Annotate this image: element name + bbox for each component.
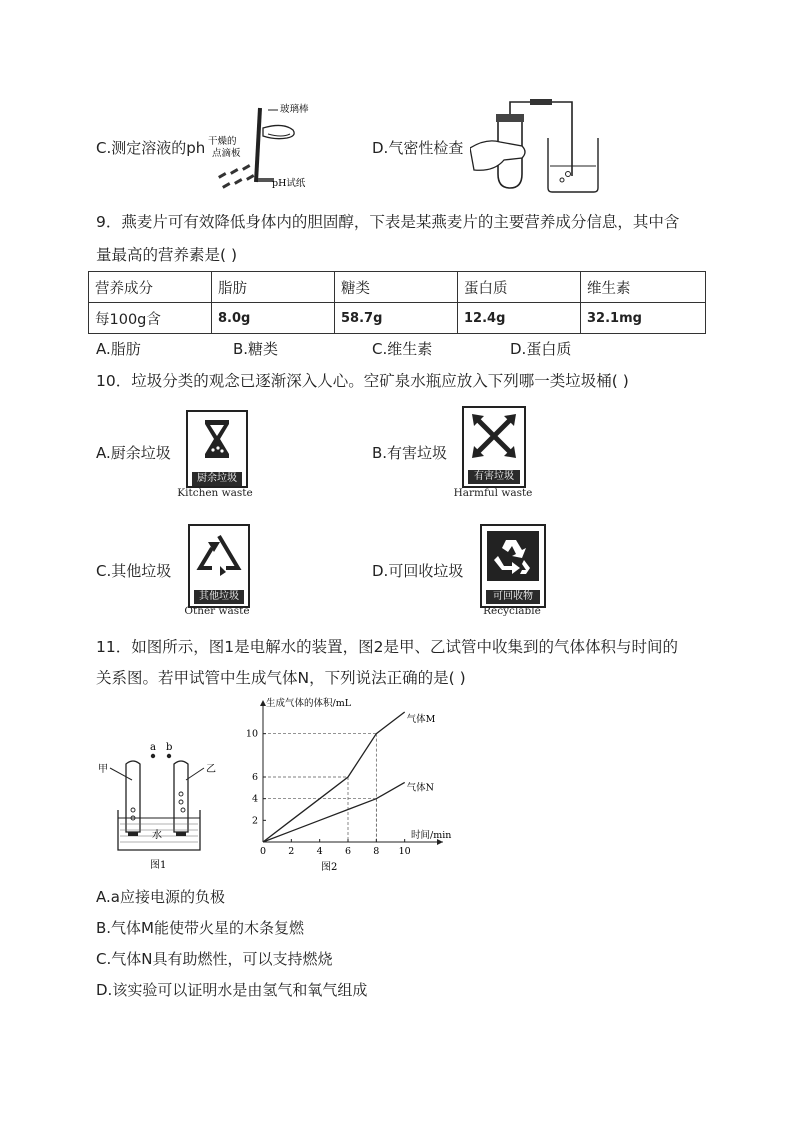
q9-option-b[interactable]: B.糖类 <box>233 340 279 358</box>
q11-option-c[interactable]: C.气体N具有助燃性，可以支持燃烧 <box>96 950 333 968</box>
table-cell: 32.1mg <box>581 303 706 334</box>
kitchen-waste-cn: 厨余垃圾 <box>192 472 242 486</box>
q11-option-b[interactable]: B.气体M能使带火星的木条复燃 <box>96 919 305 937</box>
kitchen-waste-en: Kitchen waste <box>177 487 253 499</box>
terminal-a-label: a <box>150 742 156 753</box>
harmful-waste-en: Harmful waste <box>453 487 533 499</box>
table-header-cell: 营养成分 <box>89 272 212 303</box>
cross-arrows-icon <box>464 408 524 466</box>
q8-option-c[interactable]: C.测定溶液的ph <box>96 139 206 157</box>
y-tick-label: 6 <box>251 772 258 783</box>
table-header-cell: 脂肪 <box>212 272 335 303</box>
q10-option-b[interactable]: B.有害垃圾 <box>372 444 448 462</box>
q10-option-a[interactable]: A.厨余垃圾 <box>96 444 171 462</box>
q9-option-c[interactable]: C.维生素 <box>372 340 433 358</box>
q9-stem-line2: 量最高的营养素是( ) <box>96 246 238 264</box>
y-tick-label: 4 <box>251 793 258 805</box>
figure2-caption: 图2 <box>321 862 338 873</box>
x-axis-title: 时间/min <box>411 830 452 841</box>
q11-stem-line2: 关系图。若甲试管中生成气体N，下列说法正确的是( ) <box>96 669 466 687</box>
table-header-cell: 维生素 <box>581 272 706 303</box>
airtightness-check-illustration <box>470 96 605 194</box>
triangle-arrows-icon <box>190 526 248 586</box>
series-label: 气体N <box>406 782 434 794</box>
water-label: 水 <box>152 830 162 841</box>
x-tick-label: 4 <box>316 846 323 857</box>
other-waste-cn: 其他垃圾 <box>194 590 244 604</box>
kitchen-waste-sign <box>186 410 248 488</box>
label-spot-plate: 点滴板 <box>212 148 241 159</box>
q11-stem-line1: 11．如图所示，图1是电解水的装置，图2是甲、乙试管中收集到的气体体积与时间的 <box>96 638 678 656</box>
table-cell: 12.4g <box>458 303 581 334</box>
electrolysis-apparatus <box>96 738 216 874</box>
harmful-waste-sign <box>462 406 526 488</box>
y-tick-label: 10 <box>245 728 258 740</box>
q10-stem: 10．垃圾分类的观念已逐渐深入人心。空矿泉水瓶应放入下列哪一类垃圾桶( ) <box>96 372 629 390</box>
recyclable-sign <box>480 524 546 608</box>
label-dry: 干燥的 <box>208 136 237 147</box>
table-cell: 每100g含 <box>89 303 212 334</box>
q11-option-d[interactable]: D.该实验可以证明水是由氢气和氧气组成 <box>96 981 368 999</box>
recyclable-cn: 可回收物 <box>486 590 540 604</box>
q9-option-a[interactable]: A.脂肪 <box>96 340 141 358</box>
y-axis-title: 生成气体的体积/mL <box>266 698 352 709</box>
table-header-cell: 蛋白质 <box>458 272 581 303</box>
nutrition-table <box>88 271 706 334</box>
recycle-icon <box>482 526 544 586</box>
figure1-caption: 图1 <box>150 860 167 871</box>
tube-jia-label: 甲 <box>98 764 108 775</box>
ph-test-illustration <box>208 100 323 192</box>
y-tick-label: 2 <box>251 815 258 827</box>
gas-volume-chart <box>236 694 466 876</box>
other-waste-en: Other waste <box>184 605 250 617</box>
table-header-cell: 糖类 <box>335 272 458 303</box>
other-waste-sign <box>188 524 250 608</box>
hourglass-icon <box>188 412 246 468</box>
q9-stem-line1: 9．燕麦片可有效降低身体内的胆固醇，下表是某燕麦片的主要营养成分信息，其中含 <box>96 213 680 231</box>
terminal-b-label: b <box>166 742 173 753</box>
x-tick-label: 10 <box>398 846 411 857</box>
harmful-waste-cn: 有害垃圾 <box>468 470 520 484</box>
x-tick-label: 2 <box>288 846 295 857</box>
tube-yi-label: 乙 <box>206 764 216 775</box>
series-line-n <box>263 782 405 842</box>
q10-option-d[interactable]: D.可回收垃圾 <box>372 562 464 580</box>
x-tick-label: 6 <box>344 846 352 857</box>
q11-option-a[interactable]: A.a应接电源的负极 <box>96 888 225 906</box>
table-cell: 58.7g <box>335 303 458 334</box>
label-glass-rod: 玻璃棒 <box>280 104 309 115</box>
q9-option-d[interactable]: D.蛋白质 <box>510 340 572 358</box>
q8-option-d[interactable]: D.气密性检查 <box>372 139 464 157</box>
q10-option-c[interactable]: C.其他垃圾 <box>96 562 172 580</box>
x-tick-label: 0 <box>259 846 267 857</box>
series-label: 气体M <box>406 714 436 725</box>
table-cell: 8.0g <box>212 303 335 334</box>
recyclable-en: Recyclable <box>483 605 541 617</box>
label-ph-paper: pH试纸 <box>272 178 306 189</box>
x-tick-label: 8 <box>373 846 380 857</box>
